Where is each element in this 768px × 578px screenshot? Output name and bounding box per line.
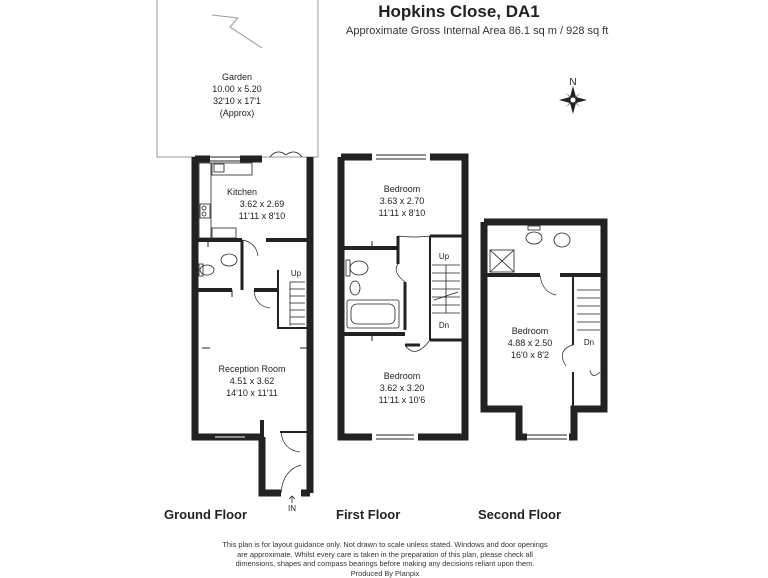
bedroom1-metric: 3.63 x 2.70 — [380, 196, 425, 206]
bedroom3-metric: 4.88 x 2.50 — [508, 338, 553, 348]
bedroom1-name: Bedroom — [384, 184, 421, 194]
disclaimer-line: are approximate. Whilst every care is taken in the preparation of this plan, please check all — [150, 550, 620, 560]
bedroom2-name: Bedroom — [384, 371, 421, 381]
disclaimer — [150, 540, 620, 578]
kitchen-name: Kitchen — [227, 187, 257, 197]
gross-internal-area: Approximate Gross Internal Area 86.1 sq m / 928 sq ft — [346, 25, 608, 37]
garden-imperial: 32'10 x 17'1 — [213, 96, 261, 106]
second-floor-label: Second Floor — [478, 507, 561, 522]
second-stairs-down-label: Dn — [584, 338, 594, 347]
disclaimer-line: dimensions, shapes and compass bearings before making any decisions reliant upon them. — [150, 559, 620, 569]
compass-north-label: N — [569, 77, 576, 88]
kitchen-metric: 3.62 x 2.69 — [240, 199, 285, 209]
garden-area — [157, 0, 318, 157]
reception-name: Reception Room — [218, 364, 285, 374]
bedroom3-imperial: 16'0 x 8'2 — [511, 350, 549, 360]
ground-floor-label: Ground Floor — [164, 507, 247, 522]
first-floor-label: First Floor — [336, 507, 400, 522]
compass-rose-icon — [559, 86, 587, 114]
bedroom2-imperial: 11'11 x 10'6 — [379, 395, 426, 405]
first-stairs-up-label: Up — [439, 252, 450, 261]
garden-metric: 10.00 x 5.20 — [212, 84, 262, 94]
first-stairs-down-label: Dn — [439, 321, 449, 330]
bedroom1-imperial: 11'11 x 8'10 — [379, 208, 426, 218]
producer-credit: Produced By Planpix — [150, 569, 620, 578]
reception-metric: 4.51 x 3.62 — [230, 376, 275, 386]
disclaimer-line: This plan is for layout guidance only. Not drawn to scale unless stated. Windows and door openings — [150, 540, 620, 550]
bedroom3-name: Bedroom — [512, 326, 549, 336]
entrance-label: IN — [288, 504, 296, 513]
reception-imperial: 14'10 x 11'11 — [226, 388, 278, 398]
bedroom2-metric: 3.62 x 3.20 — [380, 383, 425, 393]
entrance-arrow-icon — [289, 496, 295, 503]
page-title: Hopkins Close, DA1 — [0, 2, 768, 22]
garden-name: Garden — [222, 72, 252, 82]
kitchen-imperial: 11'11 x 8'10 — [239, 211, 286, 221]
garden-note: (Approx) — [220, 108, 255, 118]
ground-stairs-up-label: Up — [291, 269, 302, 278]
